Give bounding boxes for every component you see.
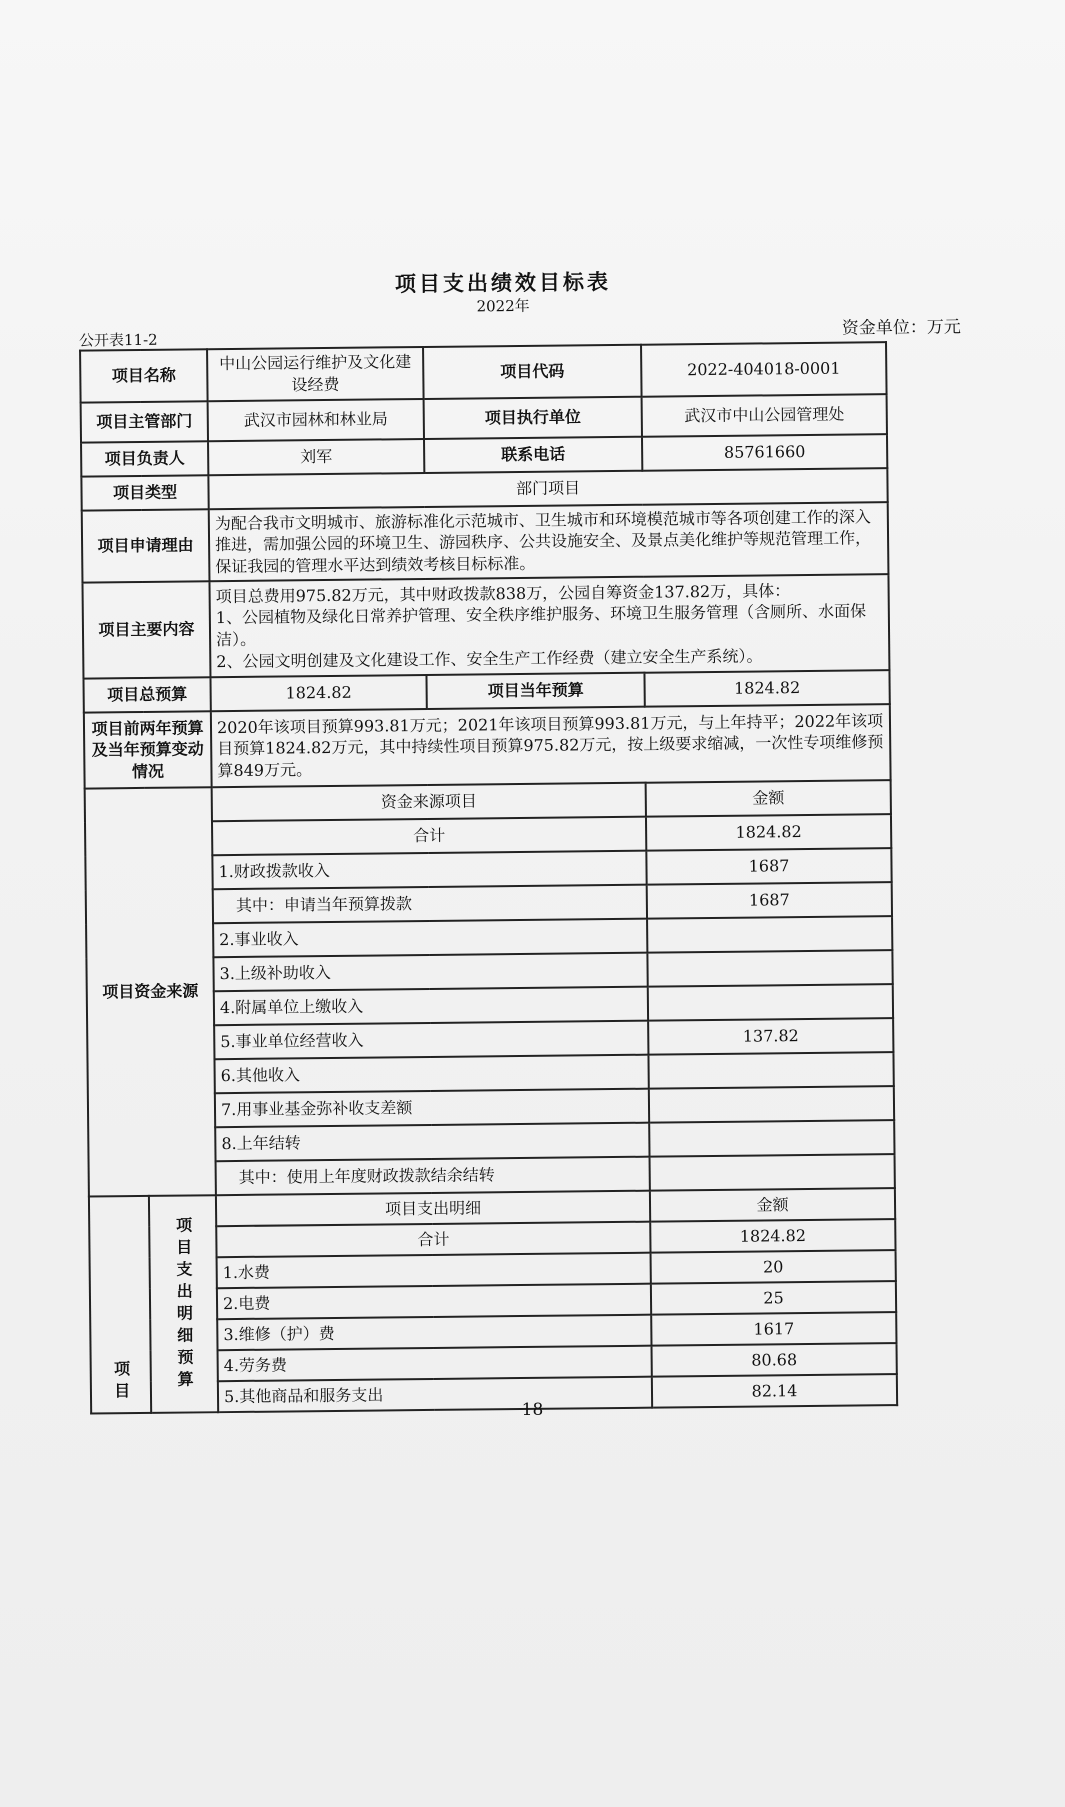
year-budget-label: 项目当年预算 xyxy=(426,673,644,709)
funding-col-amount: 金额 xyxy=(646,780,891,817)
expense-amount: 20 xyxy=(651,1250,896,1284)
document-year: 2022年 xyxy=(476,296,530,316)
content-line: 2、公园文明创建及文化建设工作、安全生产工作经费（建立安全生产系统）。 xyxy=(216,646,763,671)
content-line: 项目总费用975.82万元，其中财政拨款838万，公园自筹资金137.82万，具体： xyxy=(215,580,791,606)
funding-item: 5.事业单位经营收入 xyxy=(214,1021,648,1060)
funding-item: 4.附属单位上缴收入 xyxy=(214,987,648,1026)
funding-amount xyxy=(647,950,892,987)
total-budget-label: 项目总预算 xyxy=(83,677,210,712)
funding-amount xyxy=(649,1086,894,1123)
funding-item: 1.财政拨款收入 xyxy=(212,851,646,890)
funding-item: 3.上级补助收入 xyxy=(213,953,647,992)
funding-amount xyxy=(647,916,892,953)
exec-unit-value: 武汉市中山公园管理处 xyxy=(642,394,887,437)
dept-label: 项目主管部门 xyxy=(81,401,208,442)
expense-amount: 25 xyxy=(651,1281,896,1315)
expense-col-item: 项目支出明细 xyxy=(216,1191,650,1227)
content-value xyxy=(209,574,889,677)
table-row xyxy=(80,342,887,402)
reason-value: 为配合我市文明城市、旅游标准化示范城市、卫生城市和环境模范城市等各项创建工作的深入推进，需加强公园的环境卫生、游园秩序、公共设施安全、及景点美化维护等规范管理工作，保证我园的管理水平达到绩效考核目标标准。 xyxy=(209,502,889,581)
funding-amount: 1687 xyxy=(646,848,891,885)
project-code-value: 2022-404018-0001 xyxy=(641,342,887,397)
funding-amount xyxy=(648,1052,893,1089)
funding-amount: 137.82 xyxy=(648,1018,893,1055)
expense-outer-label-cell xyxy=(89,1196,151,1414)
project-name-label: 项目名称 xyxy=(80,349,208,402)
funding-amount xyxy=(648,984,893,1021)
expense-amount: 1617 xyxy=(651,1312,896,1346)
table-row xyxy=(82,574,889,678)
funding-item: 其中：使用上年度财政拨款结余结转 xyxy=(216,1157,650,1196)
project-name-value: 中山公园运行维护及文化建设经费 xyxy=(207,347,424,401)
form-number: 公开表11-2 xyxy=(78,330,158,350)
funding-amount xyxy=(649,1120,894,1157)
page-number: 18 xyxy=(521,1400,544,1420)
currency-unit: 资金单位：万元 xyxy=(841,317,961,339)
type-value: 部门项目 xyxy=(208,468,887,509)
expense-amount: 82.14 xyxy=(652,1374,897,1408)
total-budget-value: 1824.82 xyxy=(210,675,426,711)
funding-amount xyxy=(650,1154,895,1191)
funding-item: 合计 xyxy=(212,817,646,856)
owner-value: 刘军 xyxy=(208,439,424,475)
owner-label: 项目负责人 xyxy=(81,441,208,476)
budget-change-value: 2020年该项目预算993.81万元；2021年该项目预算993.81万元，与上年持平；2022年该项目预算1824.82万元，其中持续性项目预算975.82万元，按上级要求缩减，一次性专项维修预算849万元。 xyxy=(211,704,891,787)
phone-value: 85761660 xyxy=(642,434,887,471)
exec-unit-label: 项目执行单位 xyxy=(424,397,642,439)
expense-amount: 80.68 xyxy=(652,1343,897,1377)
funding-item: 6.其他收入 xyxy=(214,1055,648,1094)
expense-inner-label-cell xyxy=(149,1195,218,1413)
project-code-label: 项目代码 xyxy=(423,345,642,399)
expense-inner-label: 项目支出明细预算 xyxy=(173,1215,195,1393)
funding-amount: 1824.82 xyxy=(646,814,891,851)
document-title: 项目支出绩效目标表 xyxy=(394,269,611,297)
content-label: 项目主要内容 xyxy=(82,581,210,678)
table-row xyxy=(84,704,891,788)
table-row xyxy=(82,502,889,582)
year-budget-value: 1824.82 xyxy=(644,670,889,707)
funding-amount: 1687 xyxy=(647,882,892,919)
expense-item: 5.其他商品和服务支出 xyxy=(218,1377,652,1413)
funding-item: 2.事业收入 xyxy=(213,919,647,958)
funding-item: 8.上年结转 xyxy=(215,1123,649,1162)
expense-item: 3.维修（护）费 xyxy=(217,1315,651,1351)
reason-label: 项目申请理由 xyxy=(82,509,210,582)
funding-item: 7.用事业基金弥补收支差额 xyxy=(215,1089,649,1128)
performance-target-table xyxy=(79,341,898,1414)
type-label: 项目类型 xyxy=(81,475,208,510)
expense-outer-label: 项目 xyxy=(111,1360,131,1405)
content-line: 1、公园植物及绿化日常养护管理、安全秩序维护服务、环境卫生服务管理（含厕所、水面保洁）。 xyxy=(215,601,867,650)
funding-col-item: 资金来源项目 xyxy=(212,783,646,822)
expense-amount: 1824.82 xyxy=(650,1219,895,1253)
expense-item: 1.水费 xyxy=(217,1253,651,1289)
budget-change-label: 项目前两年预算及当年预算变动情况 xyxy=(84,711,212,788)
expense-item: 合计 xyxy=(216,1222,650,1258)
expense-item: 4.劳务费 xyxy=(218,1346,652,1382)
dept-value: 武汉市园林和林业局 xyxy=(208,399,424,441)
phone-label: 联系电话 xyxy=(424,437,642,473)
expense-item: 2.电费 xyxy=(217,1284,651,1320)
document-sheet xyxy=(40,240,979,1590)
funding-item: 其中：申请当年预算拨款 xyxy=(213,885,647,924)
expense-col-amount: 金额 xyxy=(650,1188,895,1222)
funding-section-label: 项目资金来源 xyxy=(85,787,216,1196)
